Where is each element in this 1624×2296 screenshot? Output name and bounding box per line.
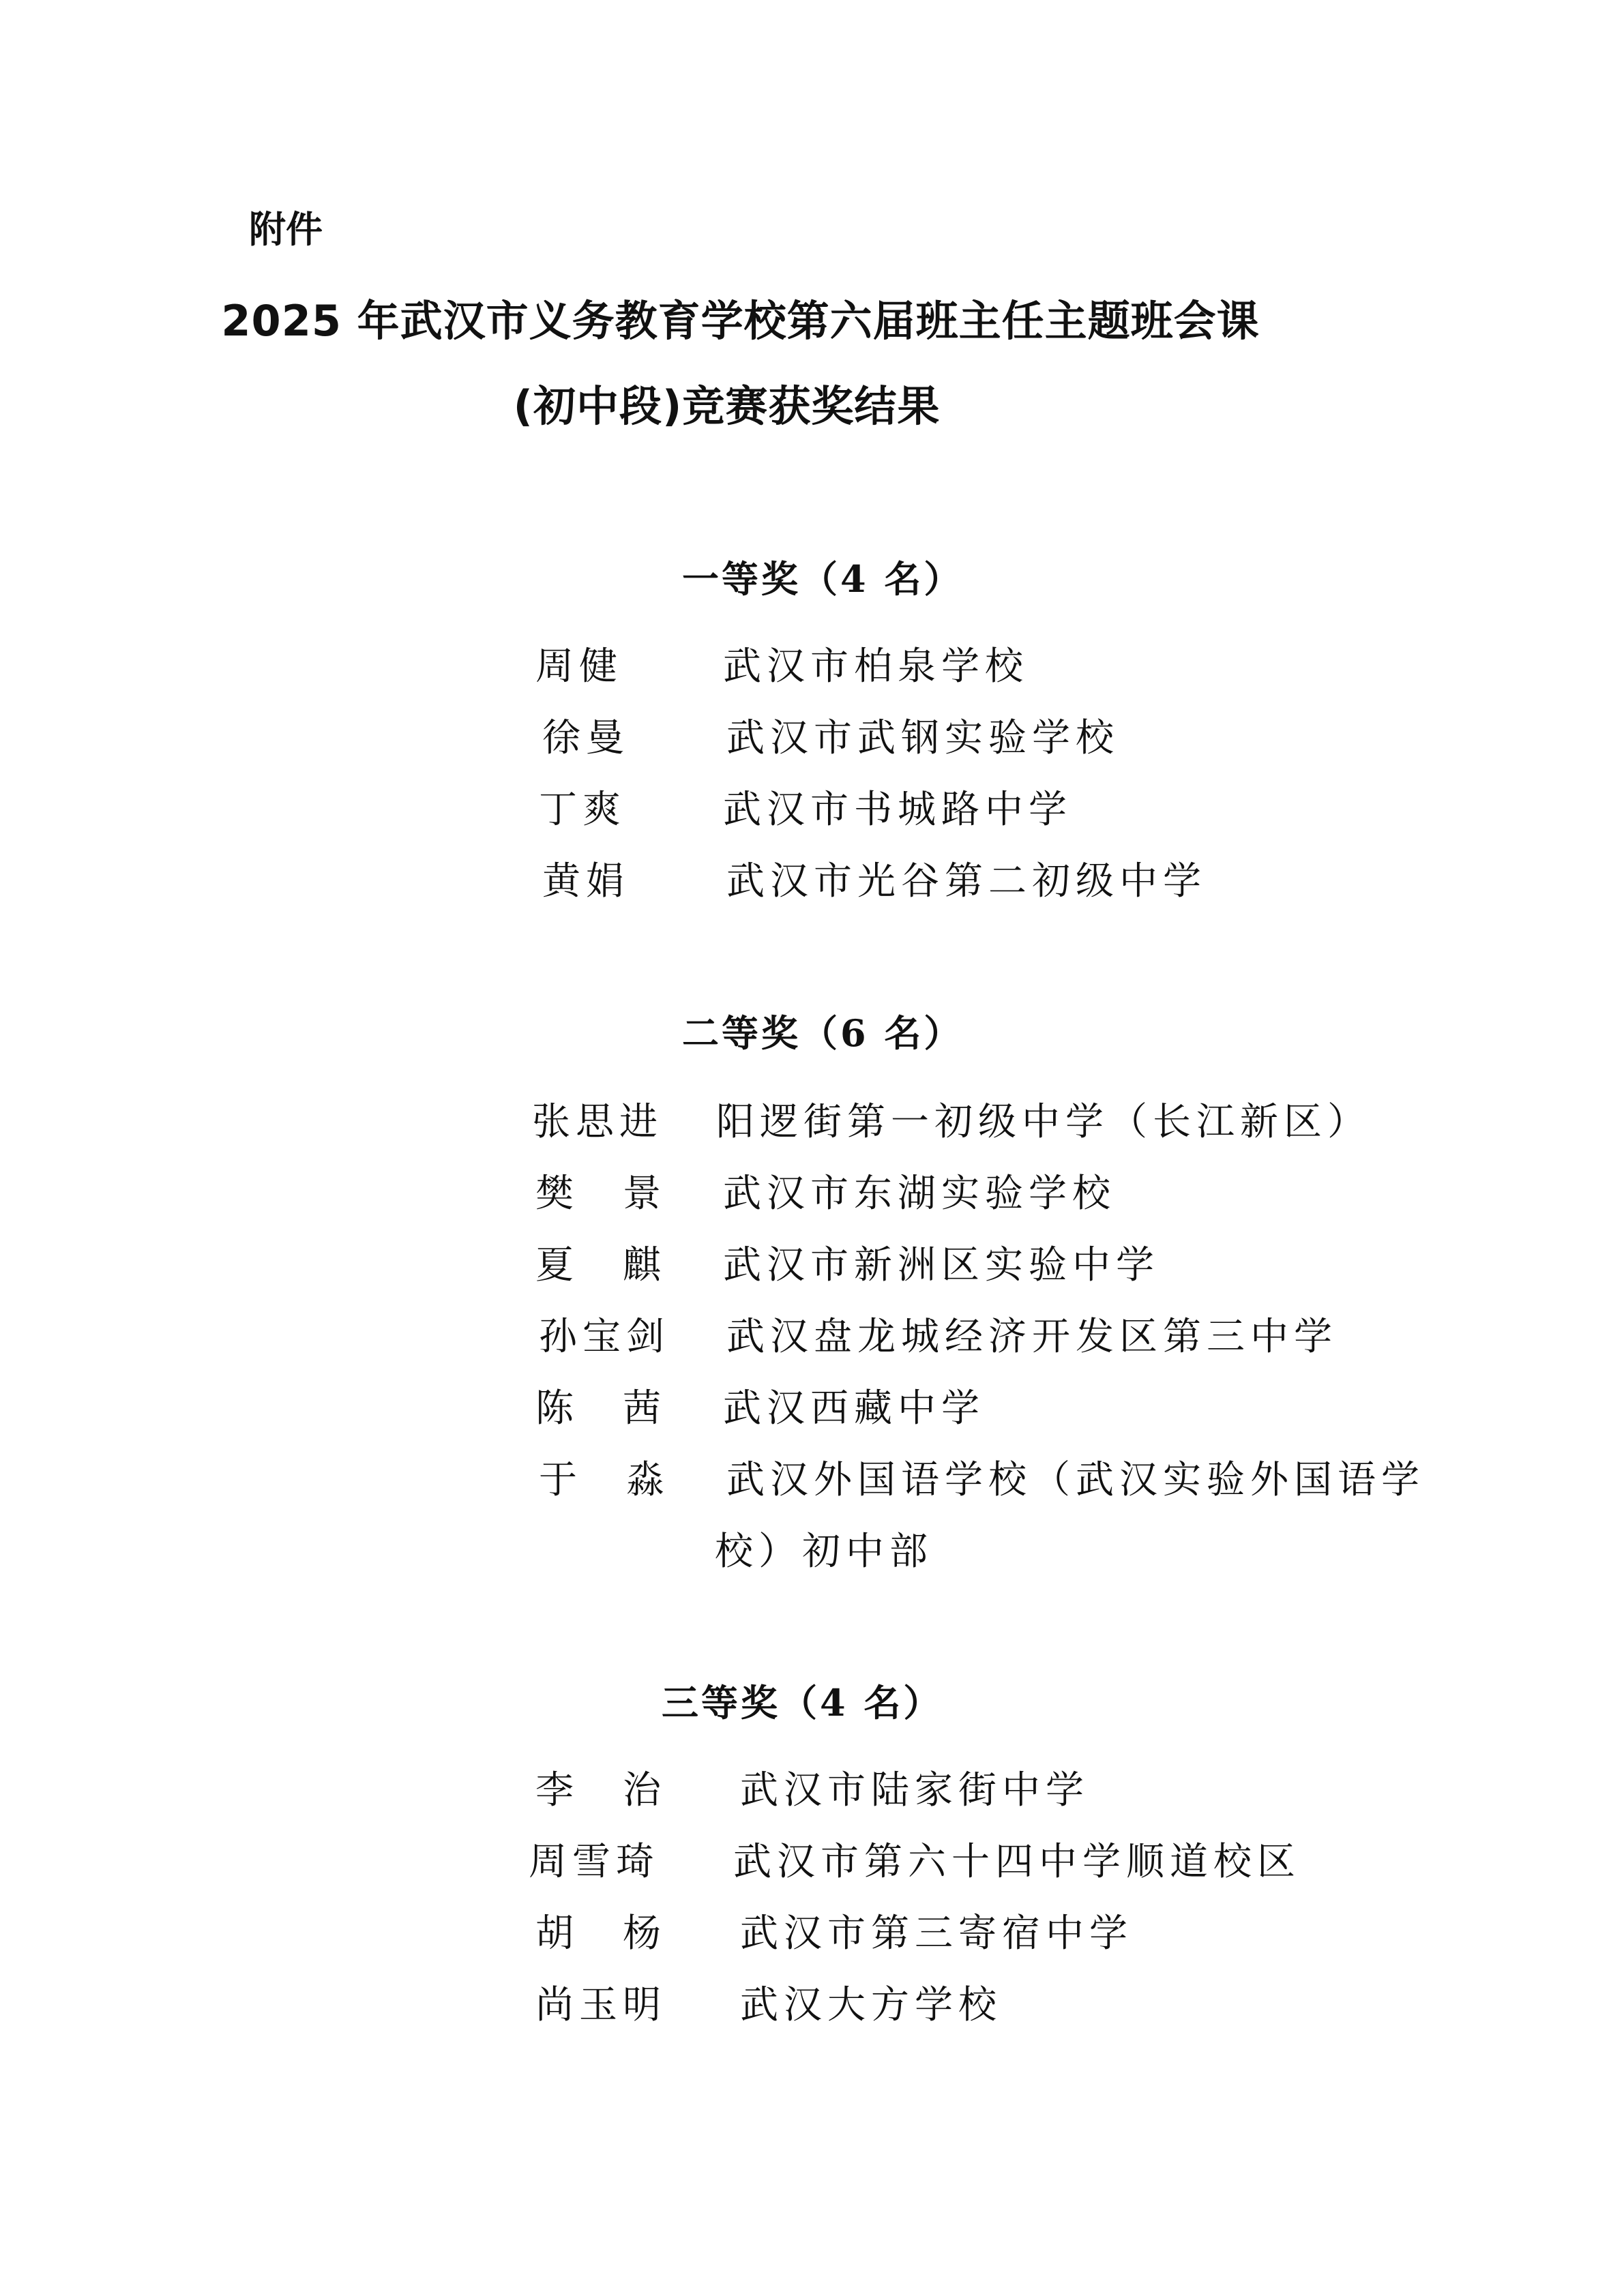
document-title-line-1: 2025 年武汉市义务教育学校第六届班主任主题班会课	[221, 296, 1260, 346]
winner-name: 于 淼	[539, 1458, 670, 1502]
school-name: 武汉市第三寄宿中学	[740, 1911, 1133, 1956]
school-name: 武汉外国语学校（武汉实验外国语学	[726, 1458, 1425, 1502]
attachment-label: 附件	[249, 208, 323, 251]
second-prize-heading: 二等奖（6 名）	[682, 1011, 964, 1055]
winner-name: 樊 景	[535, 1172, 666, 1216]
winner-name: 张思进	[532, 1100, 663, 1144]
winner-name: 李 治	[535, 1768, 666, 1813]
school-name: 武汉市柏泉学校	[723, 644, 1029, 689]
school-name-continuation: 校）初中部	[715, 1530, 933, 1574]
winner-name: 尚玉明	[535, 1983, 666, 2027]
school-name: 武汉大方学校	[740, 1983, 1002, 2027]
school-name: 武汉市光谷第二初级中学	[726, 859, 1207, 904]
winner-name: 胡 杨	[535, 1911, 666, 1956]
winner-name: 孙宝剑	[539, 1315, 670, 1359]
winner-name: 徐曼	[542, 716, 630, 760]
winner-name: 周健	[535, 644, 623, 689]
school-name: 武汉市新洲区实验中学	[723, 1243, 1160, 1287]
school-name: 武汉西藏中学	[723, 1386, 985, 1431]
school-name: 武汉市陆家街中学	[740, 1768, 1089, 1813]
school-name: 阳逻街第一初级中学（长江新区）	[716, 1100, 1371, 1144]
school-name: 武汉盘龙城经济开发区第三中学	[726, 1315, 1338, 1359]
winner-name: 夏 麒	[535, 1243, 666, 1287]
winner-name: 周雪琦	[529, 1840, 660, 1884]
winner-name: 黄娟	[542, 859, 630, 904]
winner-name: 陈 茜	[535, 1386, 666, 1431]
document-title-line-2: (初中段)竞赛获奖结果	[513, 381, 941, 431]
school-name: 武汉市第六十四中学顺道校区	[733, 1840, 1301, 1884]
first-prize-heading: 一等奖（4 名）	[682, 557, 964, 601]
third-prize-heading: 三等奖（4 名）	[662, 1681, 943, 1725]
winner-name: 丁爽	[539, 788, 626, 832]
school-name: 武汉市书城路中学	[723, 788, 1072, 832]
school-name: 武汉市武钢实验学校	[726, 716, 1119, 760]
school-name: 武汉市东湖实验学校	[723, 1172, 1116, 1216]
